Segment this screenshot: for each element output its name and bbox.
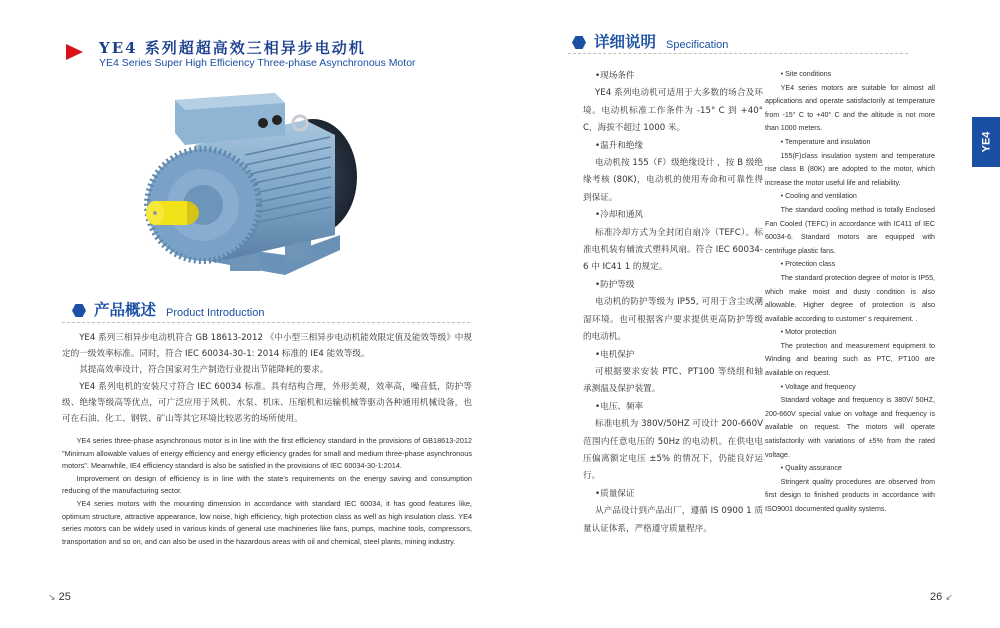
dotted-divider (62, 322, 470, 323)
page-number-value: 26 (930, 591, 943, 603)
intro-paragraph-cn: YE4 系列三相异步电动机符合 GB 18613-2012 《中小型三相异步电动机能效限定值及能效等级》中规定的一级效率标准。同时，符合 IEC 60034-30-1: 2014 标准的 IE4 能效等级。 (62, 333, 472, 360)
arrow-down-right-icon: ↘ (48, 592, 56, 602)
spec-item-body: 155(F)class insulation system and temperature rise class B (80K) are adopted to the motor, which increase the motor useful life and reliability. (765, 151, 935, 187)
spec-item-title: • Protection class (780, 260, 836, 269)
spec-item-title: •质量保证 (595, 488, 635, 499)
intro-paragraph-cn: 其提高效率设计，符合国家对生产制造行业提出节能降耗的要求。 (79, 365, 329, 376)
page-number-right (930, 591, 953, 603)
spec-item-body: Standard voltage and frequency is 380V/ 50HZ, 200-660V special value on voltage and frequency is available on request. The motors will operate satisfactorily with variations of ±5% from the rated voltage. (765, 396, 935, 459)
spec-item-body: 电动机按 155（F）级绝缘设计 ，按 B 级绝缘考核 (80K)，电动机的使用寿命和可靠性得到保证。 (583, 158, 763, 203)
spec-item-title: •现场条件 (595, 71, 635, 81)
intro-paragraph-cn: YE4 系列电机的安装尺寸符合 IEC 60034 标准。具有结构合理，外形美观，效率高，噪音低，防护等级、绝缘等级高等优点，可广泛应用于风机、水泵、机床、压缩机和运输机械等驱动各种通用机械设备，也可在石油、化工、钢铁、矿山等其它环境比较恶劣的场所使用。 (62, 381, 472, 425)
spec-item-body: 电动机的防护等级为 IP55, 可用于含尘或潮湿环境。也可根据客户要求提供更高防护等级的电动机。 (583, 297, 763, 343)
side-tab-label: YE4 (979, 131, 992, 153)
spec-item-title: • Site conditions (780, 70, 832, 78)
intro-heading-en: Product Introduction (166, 307, 265, 319)
hexagon-bullet-icon (572, 36, 586, 49)
intro-text-cn (62, 330, 472, 427)
spec-item-title: •电机保护 (595, 349, 635, 360)
intro-heading (72, 298, 264, 320)
product-title-cn: YE4 系列超超高效三相异步电动机 (99, 39, 366, 57)
spec-item-title: •冷却和通风 (595, 210, 644, 221)
spec-item-title: • Quality assurance (780, 464, 842, 473)
product-title-en: YE4 Series Super High Efficiency Three-phase Asynchronous Motor (99, 57, 416, 69)
spec-heading-cn: 详细说明 (594, 33, 657, 51)
page-number-left (48, 591, 71, 603)
intro-text-en (62, 435, 472, 548)
spec-item-body: YE4 series motors are suitable for almost all applications and operate satisfactorily at temperature from -15° C to +40° C and the altitude is not more than 1000 meters. (765, 83, 935, 133)
spec-heading-en: Specification (666, 39, 729, 51)
spec-item-title: • Temperature and insulation (780, 137, 871, 146)
spec-item-body: The protection and measurement equipment to Winding and bearing such as PTC, PT100 are available on request. (765, 341, 935, 378)
spec-item-body: YE4 系列电动机可适用于大多数的场合及环境。电动机标准工作条件为 -15° C 到 +40° C，海拔不超过 1000 米。 (583, 88, 763, 134)
spec-item-body: The standard cooling method is totally Enclosed Fan Cooled (TEFC) in accordance with IC411 of IEC 60034-6. Standard motors are equipped with centrifuge plastic fans. (765, 205, 935, 255)
red-triangle-icon (66, 44, 83, 60)
intro-paragraph-en: YE4 series three-phase asynchronous motor is in line with the first efficiency standard in the provisions of GB18613-2012 "Minimum allowable values of energy efficiency and energy efficiency grades for small and medium three-phase asynchronous motors". Meanwhile, IE4 efficiency standard is also be satisfied in the provisions of IEC 60034-30-1:2014. (62, 436, 472, 471)
intro-paragraph-en: Improvement on design of efficiency is in line with the state's requirements on the energy saving and consumption reducing of the manufacturing sector. (62, 473, 472, 496)
spec-item-body: 标准电机为 380V/50HZ 可设计 200-660V 范围内任意电压的 50Hz 的电动机。在供电电压偏离额定电压 ±5% 的情况下，仍能良好运行。 (583, 419, 763, 482)
spec-item-title: • Cooling and ventilation (780, 192, 857, 201)
spec-item-title: •电压、频率 (595, 401, 644, 412)
spec-list-en (765, 68, 935, 517)
side-tab-ye4[interactable] (972, 117, 1000, 167)
intro-heading-cn: 产品概述 (94, 301, 157, 319)
hexagon-bullet-icon (72, 304, 86, 317)
spec-item-title: • Voltage and frequency (780, 382, 856, 391)
spec-heading (572, 30, 728, 52)
spec-item-body: 从产品设计到产品出厂，遵循 IS 0900 1 质量认证体系，严格遵守质量程序。 (583, 506, 763, 534)
spec-item-body: Stringent quality procedures are observed from first design to finished products in accordance with ISO9001 documented quality systems. (765, 477, 935, 513)
dotted-divider (568, 53, 908, 54)
spec-item-body: 可根据要求安装 PTC、PT100 等绕组和轴承测温及保护装置。 (583, 366, 763, 395)
right-page (500, 0, 1000, 628)
motor-image (135, 85, 375, 285)
page-number-value: 25 (58, 591, 71, 603)
spec-list-cn (583, 68, 763, 538)
spec-item-body: The standard protection degree of motor is IP55, which make moist and dusty condition is also allowable. Higher degree of protection is also available according to customer’ s requirement. . (765, 273, 935, 323)
arrow-down-left-icon: ↙ (945, 592, 953, 602)
spec-item-body: 标准冷却方式为全封闭自扇冷（TEFC）。标准电机装有辅流式塑料风扇。符合 IEC 60034-6 中 IC41 1 的规定。 (583, 227, 763, 273)
spec-item-title: •温升和绝缘 (595, 140, 644, 151)
spec-item-title: • Motor protection (780, 328, 837, 337)
spec-item-title: •防护等级 (595, 279, 635, 290)
intro-paragraph-en: YE4 series motors with the mounting dimension in accordance with standard IEC 60034, it has good features like, optimum structure, attractive appearance, low noise, high efficiency, high protection class as well as high insulation class. YE4 series motors can be widely used in various kinds of general use machineries like fans, pumps, machine tools, compressors, transportation and so on, and can also be used in the hazardous areas with oil and chemical, steel plants, mining industry. (62, 498, 472, 546)
